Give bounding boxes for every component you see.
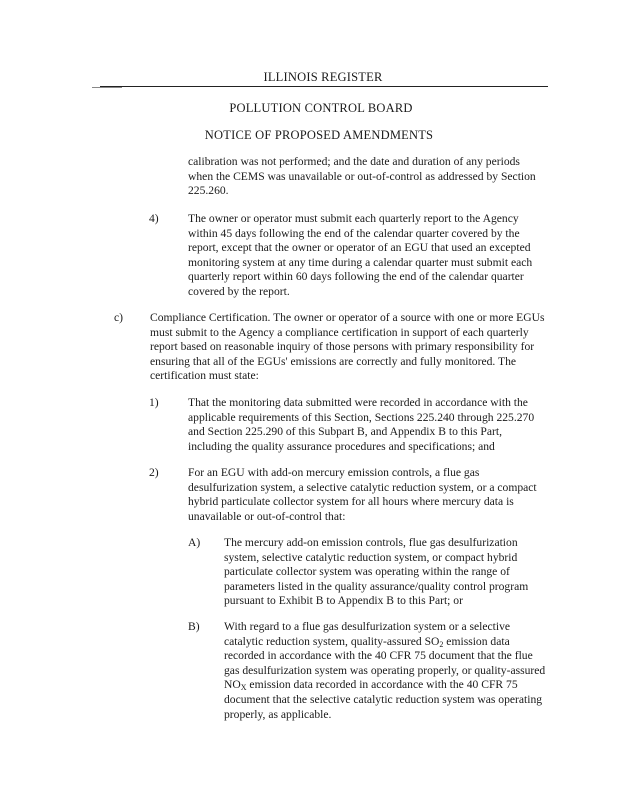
register-title: ILLINOIS REGISTER xyxy=(263,70,383,84)
item-b-text-3: emission data recorded in accordance with the 40 CFR 75 document that the selective catalytic reduction system was operating properly, as applicable. xyxy=(224,678,543,721)
item-b-marker: B) xyxy=(188,620,200,633)
item-c1-marker: 1) xyxy=(149,396,159,409)
continuation-paragraph: calibration was not performed; and the date and duration of any periods when the CEMS was unavailable or out-of-control as addressed by Section 225.260. xyxy=(188,155,536,198)
board-title: POLLUTION CONTROL BOARD xyxy=(229,101,413,115)
item-c-paragraph: Compliance Certification. The owner or operator of a source with one or more EGUs must submit to the Agency a compliance certification in support of each quarterly report based on reasonable inquiry of those persons with primary responsibility for ensuring that all of the EGUs' emissions are correctly and fully monitored. The certification must state: xyxy=(150,311,545,383)
item-c2-paragraph: For an EGU with add-on mercury emission controls, a flue gas desulfurization system, a selective catalytic reduction system, or a compact hybrid particulate collector system for all hours where mercury data is unavailable or out-of-control that: xyxy=(188,466,537,523)
item-c-marker: c) xyxy=(114,311,124,324)
header-rule xyxy=(100,86,548,87)
nox-subscript: X xyxy=(240,683,247,693)
so2-subscript: 2 xyxy=(439,639,444,649)
notice-title: NOTICE OF PROPOSED AMENDMENTS xyxy=(204,128,434,142)
header-smudge xyxy=(92,87,122,88)
item-c1-paragraph: That the monitoring data submitted were recorded in accordance with the applicable requirements of this Section, Sections 225.240 through 225.270 and Section 225.290 of this Subpart B, and Appendix B to this Part, including the quality assurance procedures and specifications; and xyxy=(188,396,535,453)
item-a-paragraph: The mercury add-on emission controls, flue gas desulfurization system, selective catalytic reduction system, or compact hybrid particulate collector system was operating within the range of parameters listed in the quality assurance/quality control program pursuant to Exhibit B to Appendix B to this Part; or xyxy=(224,536,529,608)
item-4-paragraph: The owner or operator must submit each quarterly report to the Agency within 45 days following the end of the calendar quarter covered by the report, except that the owner or operator of an EGU that used an excepted monitoring system at any time during a calendar quarter must submit each quarterly report within 60 days following the end of the calendar quarter covered by the report. xyxy=(188,212,533,298)
item-a-marker: A) xyxy=(188,536,201,549)
item-b-paragraph xyxy=(224,620,546,722)
item-c2-marker: 2) xyxy=(149,466,159,479)
item-b-text-1: With regard to a flue gas desulfurization system or a selective catalytic reduction system, quality-assured SO xyxy=(224,620,511,648)
item-b-text-2: emission data recorded in accordance with the 40 CFR 75 document that the flue gas desulfurization system was operating properly, or quality-assured NO xyxy=(224,634,546,692)
item-4-marker: 4) xyxy=(149,212,159,225)
